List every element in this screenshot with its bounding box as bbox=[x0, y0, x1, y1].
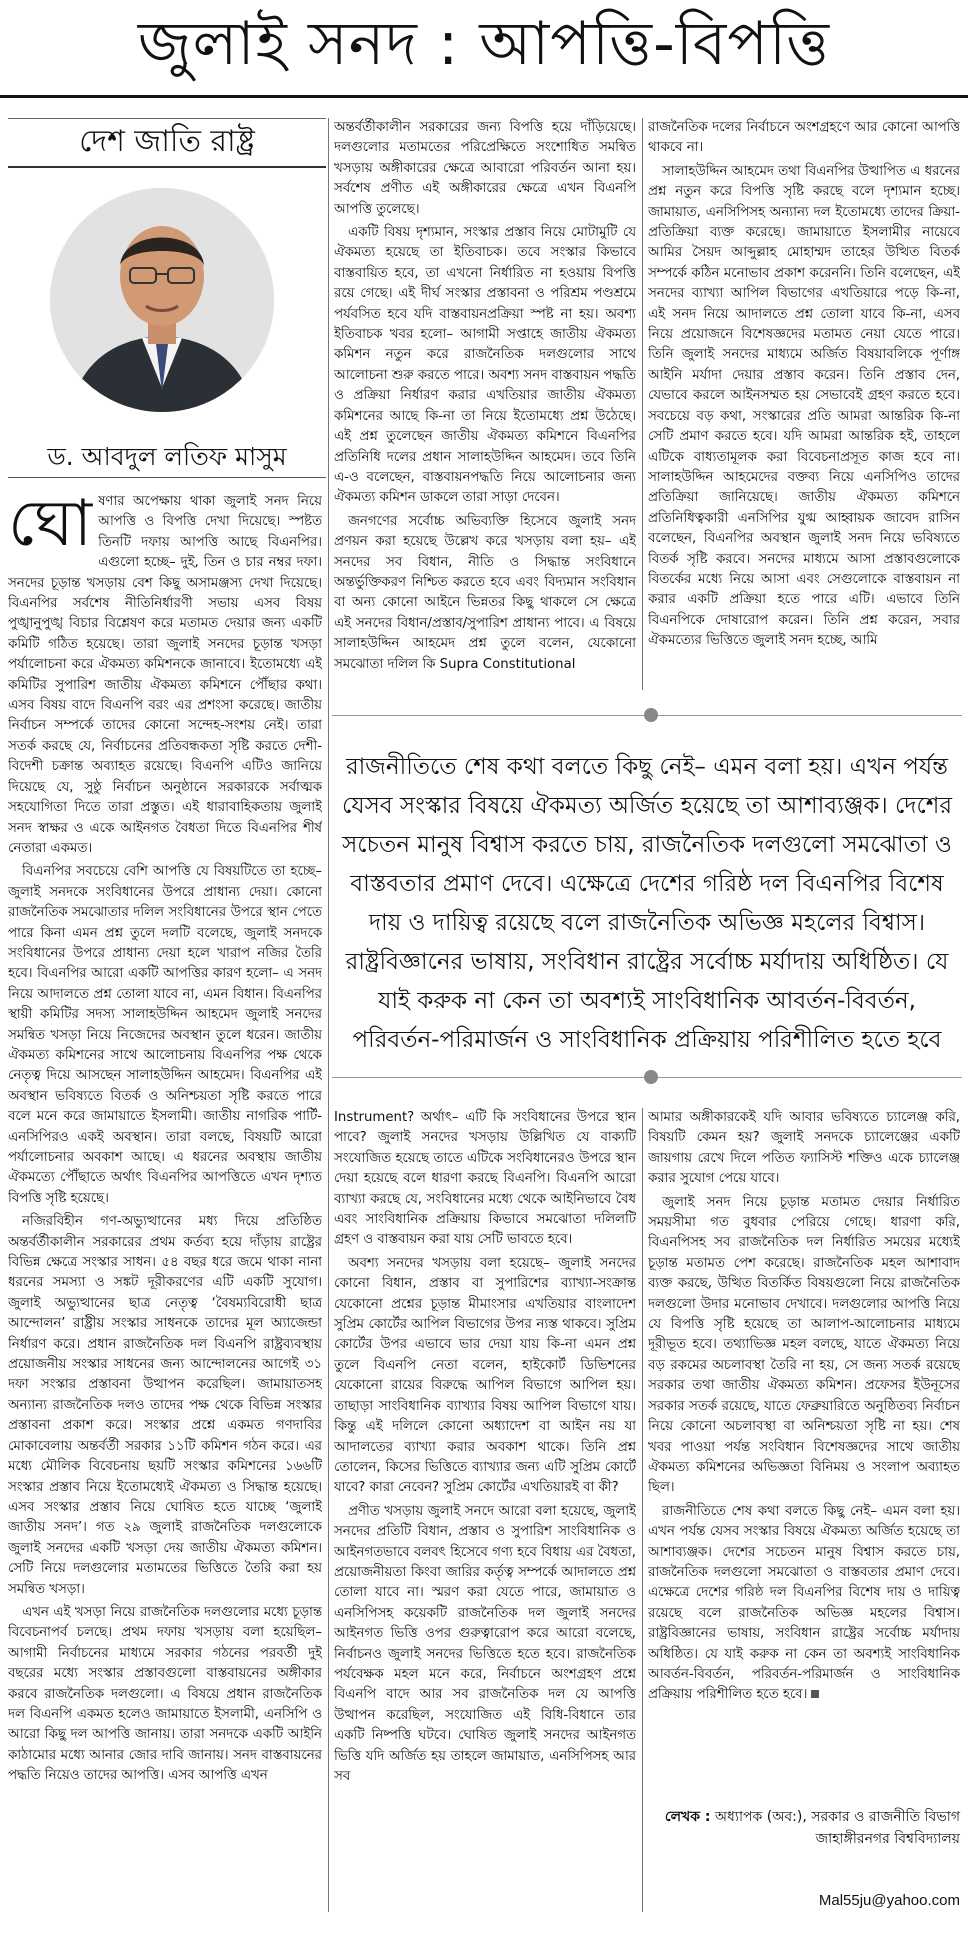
article-paragraph: একটি বিষয় দৃশ্যমান, সংস্কার প্রস্তাব নিয়ে মোটামুটি যে ঐকমত্য হয়েছে তা ইতিবাচক। তবে সংস্কার কিভাবে বাস্তবায়িত হবে, তা এখনো নির্ধারিত না হওয়ায় বিপত্তি রয়ে গেছে। এই দীর্ঘ সংস্কার প্রস্তাবনা ও পরিশ্রম পণ্ডশ্রমে পর্যবসিত হবে যদি বাস্তবায়নপ্রক্রিয়া স্পষ্ট না হয়। অবশ্য ইতিবাচক খবর হলো– আগামী সপ্তাহে জাতীয় ঐকমত্য কমিশন নতুন করে রাজনৈতিক দলগুলোর সাথে আলোচনা শুরু করতে পারে। অবশ্য সনদ বাস্তবায়ন পদ্ধতি ও প্রক্রিয়া নির্ধারণ করার এখতিয়ার জাতীয় ঐকমত্য কমিশনের আছে কি-না তা নিয়ে ইতোমধ্যে প্রশ্ন উঠেছে। এই প্রশ্ন তুলেছেন জাতীয় ঐকমত্য কমিশনে বিএনপির প্রতিনিধি দলের প্রধান সালাহউদ্দিন আহমেদ। তবে তিনি এ-ও বলেছেন, বাস্তবায়নপদ্ধতি নিয়ে আলোচনার জন্য ঐকমত্য কমিশন ডাকলে তারা সাড়া দেবেন। bbox=[334, 225, 636, 506]
pull-quote: রাজনীতিতে শেষ কথা বলতে কিছু নেই– এমন বলা হয়। এখন পর্যন্ত যেসব সংস্কার বিষয়ে ঐকমত্য অর্জিত হয়েছে তা আশাব্যঞ্জক। দেশের সচেতন মানুষ বিশ্বাস করতে চায়, রাজনৈতিক দলগুলো সমঝোতা ও বাস্তবতার প্রমাণ দেবে। এক্ষেত্রে দেশের গরিষ্ঠ দল বিএনপির বিশেষ দায় ও দায়িত্ব রয়েছে বলে রাজনৈতিক অভিজ্ঞ মহলের বিশ্বাস। রাষ্ট্রবিজ্ঞানের ভাষায়, সংবিধান রাষ্ট্রের সর্বোচ্চ মর্যাদায় অধিষ্ঠিত। যে যাই করুক না কেন তা অবশ্যই সাংবিধানিক আবর্তন-বিবর্তন, পরিবর্তন-পরিমার্জন ও সাংবিধানিক প্রক্রিয়ায় পরিশীলিত হতে হবে bbox=[342, 754, 952, 1053]
pull-quote-dot-bottom bbox=[644, 1070, 658, 1084]
headline: জুলাই সনদ : আপত্তি-বিপত্তি bbox=[137, 9, 831, 79]
pull-quote-box bbox=[332, 708, 962, 1084]
article-paragraph: রাজনৈতিক দলের নির্বাচনে অংশগ্রহণে আর কোনো আপত্তি থাকবে না। bbox=[648, 120, 960, 156]
portrait-illustration bbox=[50, 188, 274, 412]
article-column-2-bottom bbox=[334, 1108, 636, 1912]
author-email[interactable]: Mal55ju@yahoo.com bbox=[818, 1892, 960, 1909]
article-paragraph: আমার অঙ্গীকারকেই যদি আবার ভবিষ্যতে চ্যালেঞ্জ করি, বিষয়টি কেমন হয়? জুলাই সনদকে চ্যালেঞ্জের একটি জায়গায় রেখে দিলে পতিত ফ্যাসিস্ট শক্তিও একে চ্যালেঞ্জ করার সুযোগ পেয়ে যাবে। bbox=[648, 1110, 960, 1187]
article-paragraph: এখন এই খসড়া নিয়ে রাজনৈতিক দলগুলোর মধ্যে চূড়ান্ত বিবেচনাপর্ব চলছে। প্রথম দফায় খসড়ায় বলা হয়েছিল– আগামী নির্বাচনের মাধ্যমে সরকার গঠনের পরবর্তী দুই বছরের মধ্যে সংস্কার প্রস্তাবগুলো বাস্তবায়নের অঙ্গীকার করবে রাজনৈতিক দলগুলো। এ বিষয়ে প্রধান রাজনৈতিক দল বিএনপি একমত হলেও জামায়াতে ইসলামী, এনসিপি ও আরো কিছু দল আপত্তি জানায়। তারা সনদকে একটি আইনি কাঠামোর মধ্যে আনার জোর দাবি জানায়। সনদ বাস্তবায়নের পদ্ধতি নিয়েও তাদের আপত্তি। এসব আপত্তি এখন bbox=[8, 1604, 322, 1784]
author-bio bbox=[648, 1806, 960, 1850]
article-paragraph: বিএনপির সবচেয়ে বেশি আপত্তি যে বিষয়টিতে তা হচ্ছে– জুলাই সনদকে সংবিধানের উপরে প্রাধান্য দেয়া। কোনো রাজনৈতিক সমঝোতার দলিল সংবিধানের উপরে স্থান পেতে পারে কিনা এমন প্রশ্ন তুলে দলটি বলেছে, জুলাই সনদকে সংবিধানের উপরে প্রাধান্য দেয়া হলে খারাপ নজির তৈরি হবে। বিএনপির আরো একটি আপত্তির কারণ হলো– এ সনদ নিয়ে আদালতে প্রশ্ন তোলা যাবে না, এমন বিধান। বিএনপির স্থায়ী কমিটির সদস্য সালাহউদ্দিন আহমেদ জুলাই সনদের সমন্বিত খসড়া নিয়ে নিজেদের অবস্থান তুলে ধরেন। জাতীয় ঐকমত্য কমিশনের সাথে আলোচনায় বিএনপির পক্ষ থেকে নেতৃত্ব দিয়ে আসছেন সালাহউদ্দিন আহমেদ। বিএনপির এই অবস্থান ভবিষ্যতে বিতর্ক ও অনিশ্চয়তা সৃষ্টি করতে পারে বলে মনে করে জামায়াতে ইসলামী। জাতীয় নাগরিক পার্টি-এনসিপিরও একই অবস্থান। তারা বলছে, বিষয়টি আরো পর্যালোচনার অবকাশ আছে। এ ধরনের অবস্থায় জাতীয় ঐকমত্যে পৌঁছাতে অর্থাৎ বিএনপির আপত্তিতে এখন দৃশ্যত বিপত্তি সৃষ্টি হয়েছে। bbox=[8, 864, 322, 1206]
author-sidebar bbox=[8, 118, 326, 471]
end-mark-icon bbox=[811, 1690, 819, 1698]
headline-rule bbox=[0, 95, 968, 98]
author-portrait bbox=[50, 188, 274, 412]
author-bio-label: লেখক : bbox=[664, 1809, 711, 1825]
article-column-1 bbox=[8, 492, 322, 1912]
column-divider bbox=[328, 118, 329, 1912]
author-bio-text: অধ্যাপক (অব:), সরকার ও রাজনীতি বিভাগ জাহাঙ্গীরনগর বিশ্ববিদ্যালয় bbox=[714, 1809, 960, 1847]
article-paragraph bbox=[8, 492, 322, 859]
article-column-2-top bbox=[334, 118, 636, 690]
article-paragraph: সালাহউদ্দিন আহমেদ তথা বিএনপির উত্থাপিত এ ধরনের প্রশ্ন নতুন করে বিপত্তি সৃষ্টি করছে বলে দৃশ্যমান হচ্ছে। জামায়াত, এনসিপিসহ অন্যান্য দল ইতোমধ্যে তাদের ক্রিয়া-প্রতিক্রিয়া ব্যক্ত করেছে। জামায়াতে ইসলামীর নায়েবে আমির সৈয়দ আব্দুল্লাহ মোহাম্মদ তাহের উত্থিত বিতর্ক সম্পর্কে কঠিন মনোভাব প্রকাশ করেননি। তিনি বলেছেন, এই সনদের ব্যাখ্যা আপিল বিভাগের এখতিয়ারে পড়ে কি-না, এই সনদ নিয়ে আদালতে প্রশ্ন তোলা যাবে কি-না, এসব নিয়ে প্রয়োজনে বিশেষজ্ঞদের মতামত নেয়া যেতে পারে। তিনি জুলাই সনদের মাধ্যমে অর্জিত বিষয়াবলিকে পূর্ণাঙ্গ আইনি মর্যাদা দেয়ার প্রস্তাব করেন। তিনি প্রস্তাব দেন, যেভাবে করলে আইনসম্মত হয় সেভাবেই গ্রহণ করতে হবে। সবচেয়ে বড় কথা, সংস্কারের প্রতি আমরা আন্তরিক কি-না সেটি প্রমাণ করতে হবে। যদি আমরা আন্তরিক হই, তাহলে এটিকে বাধ্যতামূলক করা বিবেচনাপ্রসূত কাজ হবে না। সালাহউদ্দিন আহমেদের বক্তব্য নিয়ে এনসিপিও তাদের প্রতিক্রিয়া জানিয়েছে। জাতীয় ঐকমত্য কমিশনে প্রতিনিধিত্বকারী এনসিপির যুগ্ম আহ্বায়ক জাবেদ রাসিন বলেছেন, বিএনপির অবস্থান জুলাই সনদ নিয়ে ভবিষ্যতে বিতর্ক সৃষ্টি করবে। সনদের মাধ্যমে আসা প্রস্তাবগুলোকে বিতর্কের মধ্যে নিয়ে আসা এবং সেগুলোকে বাস্তবায়ন না করার একটি প্রক্রিয়া হতে পারে এটি। এভাবে তিনি বিএনপিকে দোষারোপ করেন। তিনি প্রশ্ন করেন, সবার ঐকমত্যের ভিত্তিতে জুলাই সনদ হচ্ছে, আমি bbox=[648, 163, 960, 649]
article-column-3-bottom bbox=[648, 1108, 960, 1798]
pull-quote-dot-top bbox=[644, 708, 658, 722]
article-paragraph bbox=[648, 1502, 960, 1706]
column-name: দেশ জাতি রাষ্ট্র bbox=[8, 118, 326, 168]
column-divider bbox=[642, 1108, 643, 1912]
article-paragraph: অবশ্য সনদের খসড়ায় বলা হয়েছে– জুলাই সনদের কোনো বিধান, প্রস্তাব বা সুপারিশের ব্যাখ্যা-সংক্রান্ত যেকোনো প্রশ্নের চূড়ান্ত মীমাংসার এখতিয়ার বাংলাদেশ সুপ্রিম কোর্টের আপিল বিভাগের উপর ন্যস্ত থাকবে। সুপ্রিম কোর্টের উপর এভাবে ভার দেয়া যায় কি-না এমন প্রশ্ন তুলে বিএনপি নেতা বলেন, হাইকোর্ট ডিভিশনের যেকোনো রায়ের বিরুদ্ধে আপিল বিভাগে আপিল হয়। তাছাড়া সাংবিধানিক ব্যাখ্যার বিষয় আপিল বিভাগে যায়। কিন্তু এই দলিলে কোনো অধ্যাদেশ বা আইন নয় যা আদালতের ব্যাখ্যা করার অবকাশ থাকে। তিনি প্রশ্ন তোলেন, কিসের ভিত্তিতে ব্যাখ্যার জন্য এটি সুপ্রিম কোর্টে যাবে? কারা নেবেন? সুপ্রিম কোর্টের এখতিয়ারই বা কী? bbox=[334, 1255, 636, 1496]
column-divider bbox=[642, 118, 643, 690]
article-paragraph: নজিরবিহীন গণ-অভ্যুত্থানের মধ্য দিয়ে প্রতিষ্ঠিত অন্তর্বর্তীকালীন সরকারের প্রথম কর্তব্য হয়ে দাঁড়ায় রাষ্ট্রের বিভিন্ন ক্ষেত্রে সংস্কার সাধন। ৫৪ বছর ধরে জমে থাকা নানা ধরনের সমস্যা ও সঙ্কট দূরীকরণের এটি একটি সুযোগ। জুলাই অভ্যুত্থানের ছাত্র নেতৃত্ব ‘বৈষম্যবিরোধী ছাত্র আন্দোলন’ রাষ্ট্রীয় সংস্কার সাধনকে তাদের মূল অ্যাজেন্ডা নির্ধারণ করে। প্রধান রাজনৈতিক দল বিএনপি রাষ্ট্রব্যবস্থায় প্রয়োজনীয় সংস্কার সাধনের জন্য আন্দোলনের আগেই ৩১ দফা সংস্কার প্রস্তাবনা উত্থাপন করেছিল। জামায়াতসহ অন্যান্য রাজনৈতিক দলও তাদের পক্ষ থেকে বিভিন্ন সংস্কার প্রস্তাবনা প্রকাশ করে। সংস্কার প্রশ্নে একমত গণদাবির মোকাবেলায় অন্তর্বর্তী সরকার ১১টি কমিশন গঠন করে। এর মধ্যে মৌলিক বিবেচনায় ছয়টি সংস্কার কমিশনের ১৬৬টি সংস্কার প্রস্তাব নিয়ে ইতোমধ্যেই ঐকমত্য ও সিদ্ধান্ত হয়েছে। এসব সংস্কার প্রস্তাব নিয়ে ঘোষিত হতে যাচ্ছে ‘জুলাই জাতীয় সনদ’। গত ২৯ জুলাই রাজনৈতিক দলগুলোকে জুলাই সনদের একটি খসড়া দেয় জাতীয় ঐকমত্য কমিশন। সেটি নিয়ে দলগুলোর মতামতের ভিত্তিতে তৈরি করা হয় সমন্বিত খসড়া। bbox=[8, 1214, 322, 1597]
dropcap: ঘো bbox=[8, 492, 93, 561]
paragraph-text: রাজনীতিতে শেষ কথা বলতে কিছু নেই– এমন বলা হয়। এখন পর্যন্ত যেসব সংস্কার বিষয়ে ঐকমত্য অর্জিত হয়েছে তা আশাব্যঞ্জক। দেশের সচেতন মানুষ বিশ্বাস করতে চায়, রাজনৈতিক দলগুলো সমঝোতা ও বাস্তবতার প্রমাণ দেবে। এক্ষেত্রে দেশের গরিষ্ঠ দল বিএনপির বিশেষ দায় ও দায়িত্ব রয়েছে বলে রাজনৈতিক অভিজ্ঞ মহলের বিশ্বাস। রাষ্ট্রবিজ্ঞানের ভাষায়, সংবিধান রাষ্ট্রের সর্বোচ্চ মর্যাদায় অধিষ্ঠিত। যে যাই করুক না কেন তা অবশ্যই সাংবিধানিক আবর্তন-বিবর্তন, পরিবর্তন-পরিমার্জন ও সাংবিধানিক প্রক্রিয়ায় পরিশীলিত হতে হবে। bbox=[648, 1503, 960, 1703]
article-paragraph: জুলাই সনদ নিয়ে চূড়ান্ত মতামত দেয়ার নির্ধারিত সময়সীমা গত বুধবার পেরিয়ে গেছে। ধারণা করি, বিএনপিসহ সব রাজনৈতিক দল নির্ধারিত সময়ের মধ্যেই চূড়ান্ত মতামত পেশ করেছে। রাজনৈতিক মহল আশাবাদ ব্যক্ত করছে, উত্থিত বিতর্কিত বিষয়গুলো নিয়ে রাজনৈতিক দলগুলো উদার মনোভাব দেখাবে। দলগুলোর আপত্তি নিয়ে যে বিপত্তি সৃষ্টি হয়েছে তা আলাপ-আলোচনার মাধ্যমে দূরীভূত হবে। তথ্যাভিজ্ঞ মহল বলছে, যাতে ঐকমত্য নিয়ে বড় রকমের অচলাবস্থা তৈরি না হয়, সে জন্য সতর্ক রয়েছে সরকার তথা জাতীয় ঐকমত্য কমিশন। প্রফেসর ইউনূসের সরকার সতর্ক রয়েছে, যাতে ফেব্রুয়ারিতে অনুষ্ঠিতব্য নির্বাচন নিয়ে কোনো অচলাবস্থা বা অনিশ্চয়তা সৃষ্টি না হয়। শেষ খবর পাওয়া পর্যন্ত সংবিধান বিশেষজ্ঞদের সাথে জাতীয় ঐকমত্য কমিশনের অভিজ্ঞতা বিনিময় ও সংলাপ অব্যাহত ছিল। bbox=[648, 1194, 960, 1496]
paragraph-text: ষণার অপেক্ষায় থাকা জুলাই সনদ নিয়ে আপত্তি ও বিপত্তি দেখা দিয়েছে। স্পষ্টত তিনটি দফায় আপত্তি আছে বিএনপির। এগুলো হচ্ছে– দুই, তিন ও চার নম্বর দফা। সনদের চূড়ান্ত খসড়ায় বেশ কিছু অসামঞ্জস্য দেখা দিয়েছে। বিএনপির সর্বশেষ নীতিনির্ধারণী সভায় এসব বিষয় পুঙ্খানুপুঙ্খ বিচার বিশ্লেষণ করে মতামত দেয়ার জন্য একটি কমিটি গঠিত হয়েছে। তারা জুলাই সনদের চূড়ান্ত খসড়া পর্যালোচনা করে ঐকমত্য কমিশনকে জানাবে। ইতোমধ্যে এই কমিটির সুপারিশ জাতীয় ঐকমত্য কমিশনে পৌঁছার কথা। এসব বিষয় বাদে বিএনপি বরং এর প্রশংসা করেছে। জাতীয় নির্বাচন সম্পর্কে তাদের কোনো সন্দেহ-সংশয় নেই। তারা সতর্ক করছে যে, নির্বাচনের প্রতিবন্ধকতা সৃষ্টি করতে দেশী-বিদেশী চক্রান্ত অব্যাহত রয়েছে। বিএনপি এটিও জানিয়ে দিয়েছে যে, সুষ্ঠু নির্বাচন অনুষ্ঠানে সরকারকে সর্বাত্মক সহযোগিতা দিতে তারা প্রস্তুত। এই ধারাবাহিকতায় জুলাই সনদ স্বাক্ষর ও একে আইনগত বৈধতা দিতে বিএনপির শীর্ষ নেতারা একমত। bbox=[8, 494, 322, 856]
article-column-3-top bbox=[648, 118, 960, 690]
author-name: ড. আবদুল লতিফ মাসুম bbox=[8, 436, 326, 478]
article-paragraph: প্রণীত খসড়ায় জুলাই সনদে আরো বলা হয়েছে, জুলাই সনদের প্রতিটি বিধান, প্রস্তাব ও সুপারিশ সাংবিধানিক ও আইনগতভাবে বলবৎ হিসেবে গণ্য হবে বিধায় এর বৈধতা, প্রয়োজনীয়তা কিংবা জারির কর্তৃত্ব সম্পর্কে আদালতে প্রশ্ন তোলা যাবে না। স্মরণ করা যেতে পারে, জামায়াত ও এনসিপিসহ কয়েকটি রাজনৈতিক দল জুলাই সনদের আইনগত ভিত্তি ওপর গুরুত্বারোপ করে আরো বলেছে, নির্বাচনও জুলাই সনদের ভিত্তিতে হতে হবে। রাজনৈতিক পর্যবেক্ষক মহল মনে করে, নির্বাচনে অংশগ্রহণ প্রশ্নে বিএনপি বাদে আর সব রাজনৈতিক দল যে আপত্তি উত্থাপন করেছিল, সংযোজিত এই বিধি-বিধানে তার একটি নিষ্পত্তি ঘটবে। ঘোষিত জুলাই সনদের আইনগত ভিত্তি যদি অর্জিত হয় তাহলে জামায়াত, এনসিপিসহ আর সব bbox=[334, 1503, 636, 1784]
article-paragraph: অন্তর্বর্তীকালীন সরকারের জন্য বিপত্তি হয়ে দাঁড়িয়েছে। দলগুলোর মতামতের পরিপ্রেক্ষিতে সংশোধিত সমন্বিত খসড়ায় অঙ্গীকারের ক্ষেত্রে আবারো পরিবর্তন আনা হয়। সর্বশেষ প্রণীত এই অঙ্গীকারের ক্ষেত্রে এখন বিএনপি আপত্তি তুলেছে। bbox=[334, 120, 636, 217]
article-paragraph: Instrument? অর্থাৎ– এটি কি সংবিধানের উপরে স্থান পাবে? জুলাই সনদের খসড়ায় উল্লিখিত যে বাক্যটি সংযোজিত হয়েছে তাতে এটিকে সংবিধানেরও উপরে স্থান দেয়া হয়েছে বলে ধারণা করছে বিএনপি। বিএনপি আরো ব্যাখ্যা করছে যে, সংবিধানের মধ্যে থেকে আইনিভাবে বৈধ এবং সাংবিধানিক প্রক্রিয়ায় কিভাবে সমঝোতা দলিলটি গ্রহণ ও বাস্তবায়ন করা যায় সেটি ভাবতে হবে। bbox=[334, 1110, 636, 1248]
article-paragraph: জনগণের সর্বোচ্চ অভিব্যক্তি হিসেবে জুলাই সনদ প্রণয়ন করা হয়েছে উল্লেখ করে খসড়ায় বলা হয়– এই সনদের সব বিধান, নীতি ও সিদ্ধান্ত সংবিধানে অন্তর্ভুক্তিকরণ নিশ্চিত করতে হবে এবং বিদ্যমান সংবিধান বা অন্য কোনো আইনে ভিন্নতর কিছু থাকলে সে ক্ষেত্রে এই সনদের বিধান/প্রস্তাব/সুপারিশ প্রাধান্য পাবে। এ বিষয়ে সালাহউদ্দিন আহমেদ প্রশ্ন তুলে বলেন, যেকোনো সমঝোতা দলিল কি Supra Constitutional bbox=[334, 513, 636, 672]
